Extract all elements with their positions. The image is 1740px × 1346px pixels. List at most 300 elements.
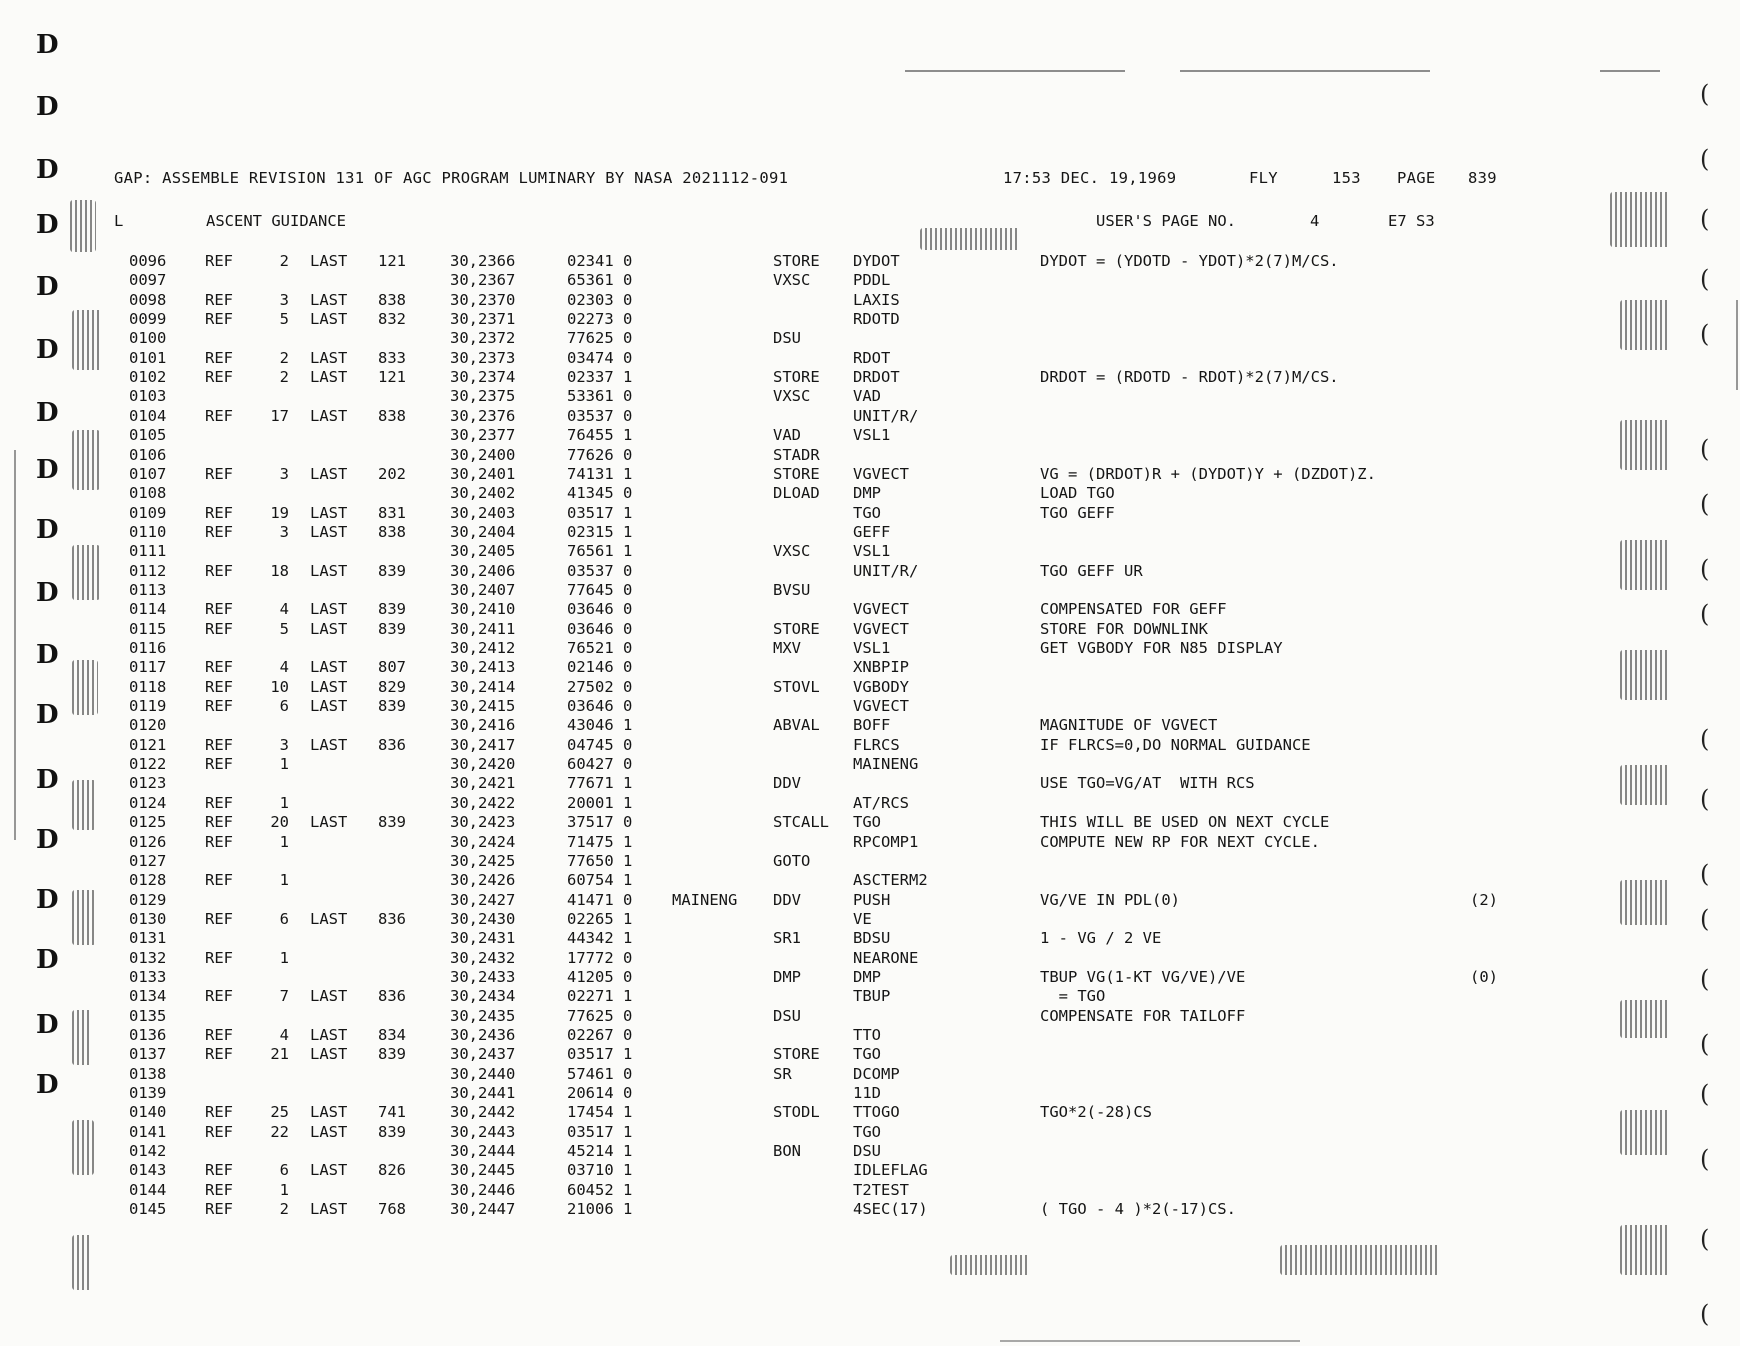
octal-word: 03517 1 <box>567 503 633 522</box>
ref-count: 18 <box>270 561 289 580</box>
ref-count: 19 <box>270 503 289 522</box>
comment: GET VGBODY FOR N85 DISPLAY <box>1040 639 1283 657</box>
octal-word: 41471 0 <box>567 890 633 909</box>
last-label: LAST <box>310 406 348 425</box>
listing-row <box>0 852 1740 871</box>
last-label: LAST <box>310 368 348 387</box>
line-number: 0143 <box>129 1161 167 1180</box>
octal-word: 37517 0 <box>567 813 633 832</box>
ref-count: 4 <box>279 658 289 677</box>
comment: COMPUTE NEW RP FOR NEXT CYCLE. <box>1040 832 1320 851</box>
octal-word: 03517 1 <box>567 1045 633 1064</box>
address: 30,2412 <box>450 639 516 657</box>
comment: COMPENSATE FOR TAILOFF <box>1040 1006 1246 1025</box>
octal-word: 17772 0 <box>567 948 633 967</box>
scan-smudge <box>1620 1000 1670 1038</box>
operand: DRDOT <box>853 368 900 387</box>
last-page: 121 <box>378 252 406 270</box>
octal-word: 03537 0 <box>567 406 633 425</box>
address: 30,2413 <box>450 658 516 677</box>
listing-row <box>0 465 1740 484</box>
octal-word: 65361 0 <box>567 271 633 290</box>
scan-smudge <box>72 310 102 370</box>
listing-row <box>0 1181 1740 1200</box>
margin-punch-mark: D <box>36 272 59 302</box>
listing-row <box>0 504 1740 523</box>
opcode: STORE <box>773 464 820 483</box>
operand: TGO <box>853 1122 881 1141</box>
operand: VE <box>853 909 872 928</box>
comment: ( TGO - 4 )*2(-17)CS. <box>1040 1200 1236 1219</box>
operand: RDOT <box>853 348 891 367</box>
listing-row <box>0 929 1740 948</box>
last-label: LAST <box>310 522 348 541</box>
ref-count: 2 <box>279 1200 289 1219</box>
margin-curl-mark: ( <box>1700 265 1710 293</box>
comment: TGO GEFF <box>1040 503 1115 522</box>
last-page: 839 <box>378 697 406 716</box>
margin-curl-mark: ( <box>1700 490 1710 518</box>
octal-word: 02265 1 <box>567 909 633 928</box>
ref-label: REF <box>205 464 233 483</box>
listing-row <box>0 1084 1740 1103</box>
line-number: 0133 <box>129 967 167 986</box>
last-label: LAST <box>310 813 348 832</box>
page-label: PAGE <box>1397 169 1436 187</box>
opcode: SR1 <box>773 929 801 948</box>
operand: FLRCS <box>853 735 900 754</box>
margin-punch-mark: D <box>36 210 59 240</box>
address: 30,2401 <box>450 464 516 483</box>
line-number: 0139 <box>129 1084 167 1103</box>
line-number: 0096 <box>129 252 167 270</box>
line-number: 0137 <box>129 1045 167 1064</box>
scan-smudge <box>70 200 96 252</box>
operand: DMP <box>853 484 881 503</box>
margin-curl-mark: ( <box>1700 145 1710 173</box>
listing-row <box>0 1007 1740 1026</box>
scan-smudge <box>920 228 1020 250</box>
operand: 4SEC(17) <box>853 1200 928 1219</box>
opcode: DLOAD <box>773 484 820 503</box>
time-date: 17:53 DEC. 19,1969 <box>1003 169 1177 187</box>
line-number: 0113 <box>129 580 167 599</box>
address: 30,2403 <box>450 503 516 522</box>
scan-smudge <box>1620 765 1670 805</box>
ref-count: 1 <box>279 832 289 851</box>
listing-row <box>0 1045 1740 1064</box>
last-page: 833 <box>378 348 406 367</box>
scan-smudge <box>1620 300 1670 350</box>
ref-label: REF <box>205 1122 233 1141</box>
last-label: LAST <box>310 658 348 677</box>
octal-word: 02315 1 <box>567 522 633 541</box>
comment: THIS WILL BE USED ON NEXT CYCLE <box>1040 813 1330 832</box>
scan-smudge <box>72 430 100 490</box>
comment: TGO GEFF UR <box>1040 561 1143 580</box>
octal-word: 41345 0 <box>567 484 633 503</box>
octal-word: 20614 0 <box>567 1084 633 1103</box>
last-page: 121 <box>378 368 406 387</box>
margin-curl-mark: ( <box>1700 555 1710 583</box>
last-page: 839 <box>378 600 406 619</box>
line-number: 0097 <box>129 271 167 290</box>
ref-label: REF <box>205 290 233 309</box>
listing-row <box>0 329 1740 348</box>
margin-curl-mark: ( <box>1700 860 1710 888</box>
opcode: STORE <box>773 368 820 387</box>
address: 30,2414 <box>450 677 516 696</box>
line-number: 0099 <box>129 310 167 329</box>
octal-word: 43046 1 <box>567 716 633 735</box>
address: 30,2373 <box>450 348 516 367</box>
users-page-number: 4 <box>1310 212 1320 230</box>
scan-smudge <box>1620 540 1670 590</box>
octal-word: 03646 0 <box>567 697 633 716</box>
ref-label: REF <box>205 1103 233 1122</box>
address: 30,2444 <box>450 1142 516 1161</box>
ref-label: REF <box>205 755 233 774</box>
operand: GEFF <box>853 522 891 541</box>
margin-punch-mark: D <box>36 578 59 608</box>
octal-word: 41205 0 <box>567 967 633 986</box>
ref-label: REF <box>205 368 233 387</box>
ref-label: REF <box>205 1026 233 1044</box>
address: 30,2367 <box>450 271 516 290</box>
scan-smudge <box>1620 880 1670 925</box>
address: 30,2427 <box>450 890 516 909</box>
margin-curl-mark: ( <box>1700 725 1710 753</box>
listing-row <box>0 813 1740 832</box>
operand: TBUP <box>853 987 891 1006</box>
comment: USE TGO=VG/AT WITH RCS <box>1040 774 1255 793</box>
ref-label: REF <box>205 1180 233 1199</box>
ref-count: 1 <box>279 1180 289 1199</box>
address: 30,2374 <box>450 368 516 387</box>
line-number: 0134 <box>129 987 167 1006</box>
address: 30,2371 <box>450 310 516 329</box>
margin-curl-mark: ( <box>1700 1145 1710 1173</box>
octal-word: 77650 1 <box>567 851 633 870</box>
margin-punch-mark: D <box>36 885 59 915</box>
line-number: 0117 <box>129 658 167 677</box>
margin-punch-mark: D <box>36 700 59 730</box>
ref-label: REF <box>205 348 233 367</box>
last-page: 768 <box>378 1200 406 1219</box>
ref-label: REF <box>205 735 233 754</box>
operand: UNIT/R/ <box>853 406 919 425</box>
octal-word: 76455 1 <box>567 426 633 445</box>
margin-curl-mark: ( <box>1700 80 1710 108</box>
users-page-label: USER'S PAGE NO. <box>1096 212 1236 230</box>
line-number: 0142 <box>129 1142 167 1161</box>
last-page: 838 <box>378 290 406 309</box>
line-number: 0121 <box>129 735 167 754</box>
scan-smudge <box>72 1235 92 1290</box>
octal-word: 04745 0 <box>567 735 633 754</box>
scan-smudge <box>72 1120 94 1175</box>
listing-row <box>0 736 1740 755</box>
margin-curl-mark: ( <box>1700 1225 1710 1253</box>
address: 30,2442 <box>450 1103 516 1122</box>
address: 30,2410 <box>450 600 516 619</box>
line-number: 0108 <box>129 484 167 503</box>
listing-row <box>0 755 1740 774</box>
opcode: DMP <box>773 967 801 986</box>
scan-smudge <box>1620 420 1670 470</box>
last-page: 831 <box>378 503 406 522</box>
opcode: STCALL <box>773 813 829 832</box>
ref-count: 22 <box>270 1122 289 1141</box>
octal-word: 02271 1 <box>567 987 633 1006</box>
address: 30,2431 <box>450 929 516 948</box>
last-label: LAST <box>310 697 348 716</box>
opcode: STORE <box>773 252 820 270</box>
address: 30,2441 <box>450 1084 516 1103</box>
operand: DYDOT <box>853 252 900 270</box>
address: 30,2402 <box>450 484 516 503</box>
line-number: 0131 <box>129 929 167 948</box>
line-number: 0104 <box>129 406 167 425</box>
comment: VG/VE IN PDL(0) <box>1040 890 1180 909</box>
operand: VSL1 <box>853 542 891 561</box>
last-label: LAST <box>310 909 348 928</box>
ref-count: 4 <box>279 1026 289 1044</box>
listing-row <box>0 600 1740 619</box>
ref-count: 4 <box>279 600 289 619</box>
line-number: 0106 <box>129 445 167 464</box>
address: 30,2432 <box>450 948 516 967</box>
ref-count: 2 <box>279 252 289 270</box>
last-label: LAST <box>310 464 348 483</box>
ref-label: REF <box>205 600 233 619</box>
opcode: DDV <box>773 774 801 793</box>
line-number: 0135 <box>129 1006 167 1025</box>
section-letter: L <box>114 212 124 230</box>
octal-word: 02303 0 <box>567 290 633 309</box>
listing-row <box>0 716 1740 735</box>
octal-word: 77645 0 <box>567 580 633 599</box>
octal-word: 02146 0 <box>567 658 633 677</box>
octal-word: 17454 1 <box>567 1103 633 1122</box>
address: 30,2425 <box>450 851 516 870</box>
margin-curl-mark: ( <box>1700 785 1710 813</box>
user-id: FLY <box>1249 169 1278 187</box>
last-page: 202 <box>378 464 406 483</box>
address: 30,2446 <box>450 1180 516 1199</box>
address: 30,2433 <box>450 967 516 986</box>
operand: VGVECT <box>853 600 909 619</box>
address: 30,2372 <box>450 329 516 348</box>
last-label: LAST <box>310 677 348 696</box>
operand: VGVECT <box>853 697 909 716</box>
operand: XNBPIP <box>853 658 909 677</box>
address: 30,2436 <box>450 1026 516 1044</box>
operand: TGO <box>853 1045 881 1064</box>
line-number: 0107 <box>129 464 167 483</box>
ref-label: REF <box>205 561 233 580</box>
address: 30,2422 <box>450 793 516 812</box>
comment-extra: (0) <box>1470 967 1498 986</box>
top-rule-right <box>1180 70 1430 72</box>
listing-row <box>0 1200 1740 1219</box>
operand: TTO <box>853 1026 881 1044</box>
ref-label: REF <box>205 1045 233 1064</box>
operand: VSL1 <box>853 426 891 445</box>
margin-punch-mark: D <box>36 765 59 795</box>
address: 30,2437 <box>450 1045 516 1064</box>
address: 30,2447 <box>450 1200 516 1219</box>
operand: UNIT/R/ <box>853 561 919 580</box>
margin-punch-mark: D <box>36 335 59 365</box>
scan-smudge <box>950 1255 1030 1275</box>
scan-smudge <box>1620 650 1670 700</box>
last-label: LAST <box>310 735 348 754</box>
last-page: 832 <box>378 310 406 329</box>
margin-punch-mark: D <box>36 30 59 60</box>
opcode: GOTO <box>773 851 811 870</box>
page-number: 839 <box>1468 169 1497 187</box>
ref-count: 3 <box>279 735 289 754</box>
last-label: LAST <box>310 310 348 329</box>
operand: AT/RCS <box>853 793 909 812</box>
opcode: VAD <box>773 426 801 445</box>
listing-row <box>0 949 1740 968</box>
sequence-number: 153 <box>1332 169 1361 187</box>
address: 30,2406 <box>450 561 516 580</box>
ref-count: 20 <box>270 813 289 832</box>
listing-row <box>0 542 1740 561</box>
last-label: LAST <box>310 561 348 580</box>
listing-row <box>0 562 1740 581</box>
ref-count: 7 <box>279 987 289 1006</box>
scan-smudge <box>72 780 96 830</box>
margin-curl-mark: ( <box>1700 905 1710 933</box>
last-page: 807 <box>378 658 406 677</box>
margin-punch-mark: D <box>36 92 59 122</box>
scan-smudge <box>1620 1110 1670 1155</box>
listing-row <box>0 774 1740 793</box>
listing-row <box>0 620 1740 639</box>
line-number: 0119 <box>129 697 167 716</box>
listing-row <box>0 639 1740 658</box>
address: 30,2435 <box>450 1006 516 1025</box>
top-rule-left <box>905 70 1125 72</box>
line-number: 0101 <box>129 348 167 367</box>
listing-row <box>0 968 1740 987</box>
margin-curl-mark: ( <box>1700 435 1710 463</box>
opcode: STORE <box>773 619 820 638</box>
operand: PUSH <box>853 890 891 909</box>
ref-label: REF <box>205 909 233 928</box>
operand: BOFF <box>853 716 891 735</box>
ref-label: REF <box>205 310 233 329</box>
ref-label: REF <box>205 697 233 716</box>
operand: T2TEST <box>853 1180 909 1199</box>
last-page: 839 <box>378 1122 406 1141</box>
last-page: 838 <box>378 406 406 425</box>
comment: LOAD TGO <box>1040 484 1115 503</box>
octal-word: 77625 0 <box>567 329 633 348</box>
operand: TTOGO <box>853 1103 900 1122</box>
comment: STORE FOR DOWNLINK <box>1040 619 1208 638</box>
last-label: LAST <box>310 252 348 270</box>
last-label: LAST <box>310 1161 348 1180</box>
operand: VAD <box>853 387 881 406</box>
address: 30,2445 <box>450 1161 516 1180</box>
line-number: 0116 <box>129 639 167 657</box>
line-number: 0112 <box>129 561 167 580</box>
listing-row <box>0 1161 1740 1180</box>
ref-count: 1 <box>279 871 289 890</box>
listing-row <box>0 581 1740 600</box>
address: 30,2375 <box>450 387 516 406</box>
opcode: DDV <box>773 890 801 909</box>
operand: MAINENG <box>853 755 919 774</box>
last-page: 741 <box>378 1103 406 1122</box>
comment: DRDOT = (RDOTD - RDOT)*2(7)M/CS. <box>1040 368 1339 387</box>
line-number: 0109 <box>129 503 167 522</box>
last-page: 839 <box>378 619 406 638</box>
ref-count: 21 <box>270 1045 289 1064</box>
octal-word: 57461 0 <box>567 1064 633 1083</box>
address: 30,2404 <box>450 522 516 541</box>
address: 30,2416 <box>450 716 516 735</box>
ref-count: 1 <box>279 755 289 774</box>
operand: VGVECT <box>853 464 909 483</box>
line-number: 0118 <box>129 677 167 696</box>
operand: VGVECT <box>853 619 909 638</box>
operand: TGO <box>853 503 881 522</box>
last-page: 839 <box>378 561 406 580</box>
octal-word: 45214 1 <box>567 1142 633 1161</box>
margin-curl-mark: ( <box>1700 600 1710 628</box>
line-number: 0105 <box>129 426 167 445</box>
comment: 1 - VG / 2 VE <box>1040 929 1162 948</box>
address: 30,2415 <box>450 697 516 716</box>
opcode: VXSC <box>773 387 811 406</box>
last-label: LAST <box>310 1026 348 1044</box>
ref-count: 6 <box>279 909 289 928</box>
line-number: 0120 <box>129 716 167 735</box>
line-number: 0103 <box>129 387 167 406</box>
address: 30,2411 <box>450 619 516 638</box>
last-page: 839 <box>378 813 406 832</box>
ref-count: 1 <box>279 793 289 812</box>
opcode: DSU <box>773 329 801 348</box>
ref-count: 25 <box>270 1103 289 1122</box>
margin-punch-mark: D <box>36 640 59 670</box>
ref-count: 10 <box>270 677 289 696</box>
listing-code: E7 S3 <box>1388 212 1435 230</box>
line-number: 0125 <box>129 813 167 832</box>
last-label: LAST <box>310 600 348 619</box>
listing-row <box>0 678 1740 697</box>
address: 30,2376 <box>450 406 516 425</box>
address: 30,2424 <box>450 832 516 851</box>
listing-row <box>0 794 1740 813</box>
scan-smudge <box>72 660 98 715</box>
operand: ASCTERM2 <box>853 871 928 890</box>
last-page: 836 <box>378 909 406 928</box>
ref-label: REF <box>205 406 233 425</box>
operand: BDSU <box>853 929 891 948</box>
address: 30,2377 <box>450 426 516 445</box>
last-label: LAST <box>310 987 348 1006</box>
comment: TBUP VG(1-KT VG/VE)/VE <box>1040 967 1246 986</box>
margin-curl-mark: ( <box>1700 320 1710 348</box>
line-number: 0122 <box>129 755 167 774</box>
